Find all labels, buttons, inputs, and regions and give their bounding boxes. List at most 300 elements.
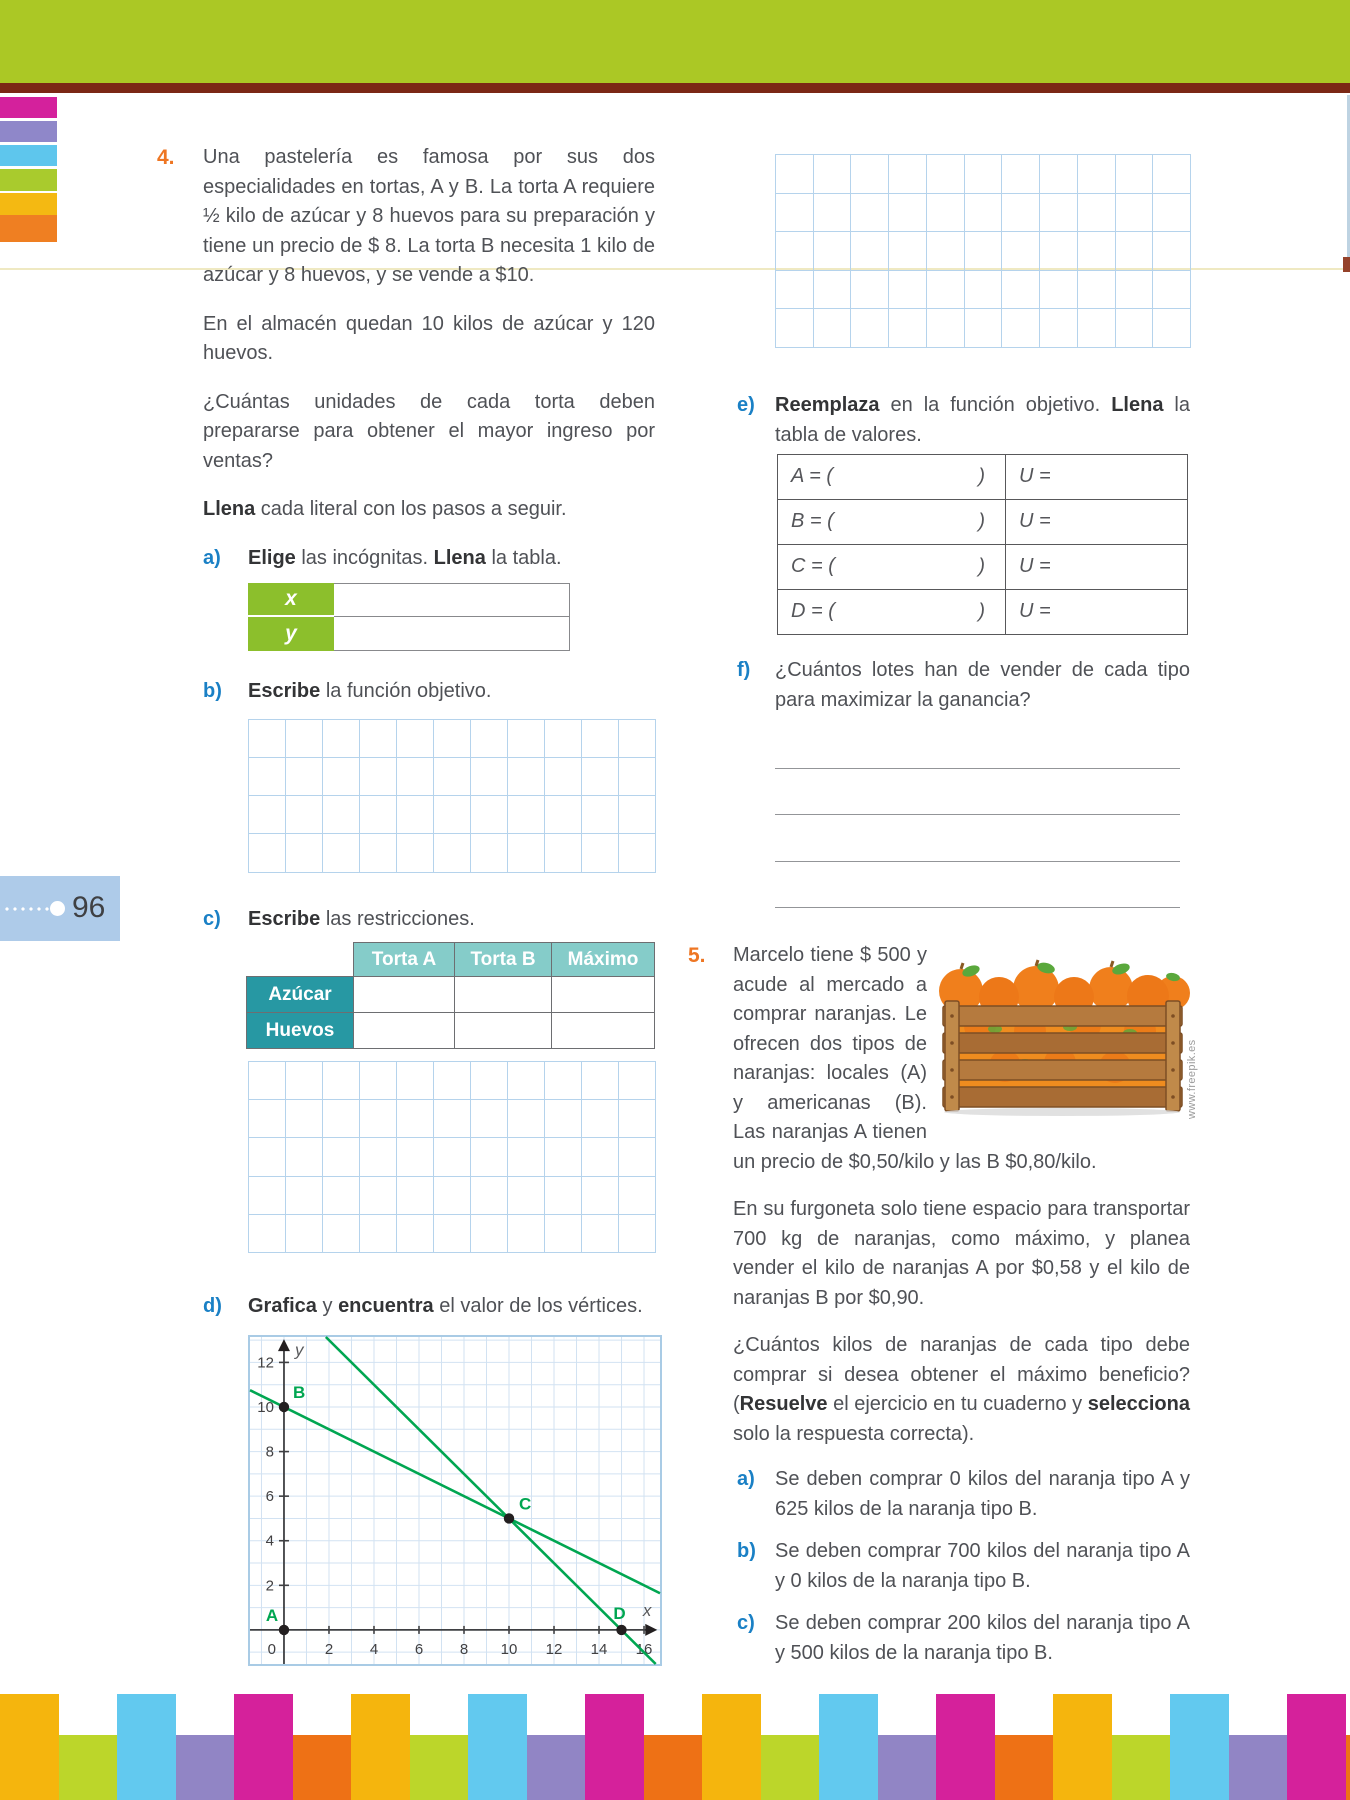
work-grid (248, 1061, 656, 1253)
svg-text:y: y (294, 1340, 304, 1360)
grid-cell (582, 1215, 619, 1253)
grid-cell (776, 232, 814, 271)
grid-cell (508, 1138, 545, 1176)
bottom-bar (1229, 1735, 1288, 1800)
bottom-bar (819, 1694, 878, 1800)
grid-cell (927, 194, 965, 233)
grid-cell (1002, 232, 1040, 271)
empty-corner-cell (247, 943, 354, 977)
svg-text:2: 2 (324, 1640, 334, 1658)
option-b-label: b) (737, 1540, 756, 1562)
grid-cell (471, 758, 508, 796)
grid-cell (434, 1215, 471, 1253)
grid-cell (851, 155, 889, 194)
item-e-text: Reemplaza en la función objetivo. Llena la tabla de valores. (775, 394, 1190, 446)
svg-text:0: 0 (267, 1640, 276, 1658)
table-row (247, 1013, 655, 1049)
grid-cell (851, 194, 889, 233)
grid-cell (471, 1062, 508, 1100)
grid-cell (776, 309, 814, 348)
paragraph: Llena cada literal con los pasos a seguir. (203, 498, 567, 520)
bottom-bar (1346, 1735, 1350, 1800)
option-a-label: a) (737, 1468, 755, 1490)
grid-cell (545, 1100, 582, 1138)
grid-cell (360, 1062, 397, 1100)
grid-cell (814, 271, 852, 310)
grid-cell (286, 1177, 323, 1215)
grid-cell (508, 1177, 545, 1215)
svg-text:C: C (519, 1493, 532, 1513)
utility-cell: U = (1006, 500, 1188, 545)
svg-text:10: 10 (500, 1640, 518, 1658)
grid-cell (545, 758, 582, 796)
svg-text:2: 2 (265, 1576, 274, 1594)
answer-lines (775, 722, 1180, 908)
blank-cell (552, 977, 655, 1013)
bottom-bar (1112, 1735, 1171, 1800)
svg-text:6: 6 (414, 1640, 424, 1658)
grid-cell (434, 1100, 471, 1138)
problem-5-text (733, 941, 1198, 1449)
svg-text:8: 8 (265, 1443, 274, 1461)
svg-text:6: 6 (265, 1487, 274, 1505)
bottom-bar (995, 1735, 1054, 1800)
grid-cell (545, 796, 582, 834)
grid-cell (889, 232, 927, 271)
vertex-cell: D = ( ) (778, 590, 1006, 635)
paragraph-with-image (733, 941, 1198, 1177)
grid-cell (286, 1215, 323, 1253)
option-a-text: Se deben comprar 0 kilos del naranja tipo A y 625 kilos de la naranja tipo B. (775, 1468, 1190, 1520)
grid-cell (434, 1062, 471, 1100)
grid-cell (1078, 194, 1116, 233)
item-f-text: ¿Cuántos lotes han de vender de cada tipo para maximizar la ganancia? (775, 659, 1190, 711)
item-f-label: f) (737, 659, 751, 681)
grid-cell (545, 1062, 582, 1100)
grid-cell (582, 1138, 619, 1176)
table-row (247, 977, 655, 1013)
grid-cell (471, 1215, 508, 1253)
grid-cell (434, 796, 471, 834)
grid-cell (397, 1100, 434, 1138)
blank-cell (354, 977, 455, 1013)
paragraph: ¿Cuántos kilos de naranjas de cada tipo debe comprar si desea obtener el máximo beneficio? (Resuelve el ejercicio en tu cuaderno y selecciona solo la respuesta correcta). (733, 1334, 1190, 1445)
svg-text:B: B (292, 1382, 306, 1402)
table-row (248, 617, 570, 651)
grid-cell (851, 271, 889, 310)
grid-cell (249, 758, 286, 796)
grid-cell (434, 720, 471, 758)
grid-cell (965, 194, 1003, 233)
row-header: Azúcar (247, 977, 354, 1013)
grid-cell (1078, 155, 1116, 194)
item-e (688, 391, 1190, 450)
grid-cell (1002, 155, 1040, 194)
grid-cell (1078, 309, 1116, 348)
grid-cell (582, 720, 619, 758)
grid-cell (619, 1215, 656, 1253)
grid-cell (249, 1100, 286, 1138)
grid-cell (965, 232, 1003, 271)
grid-cell (508, 796, 545, 834)
svg-text:12: 12 (545, 1640, 563, 1658)
page-number: 96 (72, 891, 106, 924)
grid-cell (471, 1138, 508, 1176)
bottom-bar (351, 1694, 410, 1800)
grid-cell (434, 1177, 471, 1215)
vertex-cell: C = ( ) (778, 545, 1006, 590)
paragraph: En su furgoneta solo tiene espacio para transportar 700 kg de naranjas, como máximo, y planea vender el kilo de naranjas A por $0,58 y el kilo de naranjas B por $0,90. (733, 1198, 1190, 1309)
problem-4 (157, 143, 655, 525)
grid-cell (1002, 194, 1040, 233)
grid-cell (1153, 194, 1191, 233)
grid-cell (360, 758, 397, 796)
orange-crate-image (935, 951, 1198, 1119)
vertex-cell: B = ( ) (778, 500, 1006, 545)
grid-cell (360, 1177, 397, 1215)
row-header-y: y (248, 617, 334, 651)
grid-cell (508, 1215, 545, 1253)
bottom-bar (644, 1735, 703, 1800)
bottom-bar (410, 1735, 469, 1800)
item-e-label: e) (737, 394, 755, 416)
bottom-bar (117, 1694, 176, 1800)
grid-cell (286, 1062, 323, 1100)
edge-tab (0, 193, 57, 215)
blank-cell (354, 1013, 455, 1049)
item-f (688, 656, 1190, 715)
option-c-text: Se deben comprar 200 kilos del naranja tipo A y 500 kilos de la naranja tipo B. (775, 1612, 1190, 1664)
grid-cell (360, 1215, 397, 1253)
grid-cell (582, 796, 619, 834)
item-d (157, 1292, 655, 1322)
problem-4-number: 4. (157, 146, 175, 169)
bottom-bar (527, 1735, 586, 1800)
grid-cell (286, 720, 323, 758)
grid-cell (471, 834, 508, 872)
objective-table-row (778, 500, 1188, 545)
bottom-bar (468, 1694, 527, 1800)
blank-cell (455, 977, 552, 1013)
edge-tab (0, 169, 57, 191)
grid-cell (619, 796, 656, 834)
edge-tab (0, 215, 57, 242)
grid-cell (619, 834, 656, 872)
grid-cell (814, 309, 852, 348)
bottom-bar (761, 1735, 820, 1800)
utility-cell: U = (1006, 455, 1188, 500)
svg-text:4: 4 (369, 1640, 379, 1658)
grid-cell (619, 1062, 656, 1100)
grid-cell (323, 1138, 360, 1176)
svg-text:D: D (613, 1603, 626, 1623)
paragraph: En el almacén quedan 10 kilos de azúcar y 120 huevos. (203, 312, 655, 364)
utility-cell: U = (1006, 590, 1188, 635)
grid-cell (619, 1177, 656, 1215)
grid-cell (471, 1177, 508, 1215)
item-a-text: Elige las incógnitas. Llena la tabla. (248, 546, 562, 569)
grid-cell (776, 271, 814, 310)
grid-cell (471, 720, 508, 758)
page-number-badge (0, 876, 120, 941)
grid-cell (397, 1215, 434, 1253)
problem-5-number: 5. (688, 944, 706, 967)
crate-shadow (944, 1108, 1180, 1116)
grid-cell (471, 796, 508, 834)
grid-cell (1153, 271, 1191, 310)
item-b-label: b) (203, 680, 222, 702)
grid-cell (323, 720, 360, 758)
blank-cell (334, 583, 570, 617)
grid-cell (965, 155, 1003, 194)
edge-tab (0, 145, 57, 166)
grid-cell (434, 758, 471, 796)
grid-cell (1078, 271, 1116, 310)
option-c-label: c) (737, 1612, 755, 1634)
grid-cell (323, 1100, 360, 1138)
grid-cell (434, 1138, 471, 1176)
grid-cell (397, 1177, 434, 1215)
grid-cell (582, 1177, 619, 1215)
grid-cell (582, 834, 619, 872)
grid-cell (249, 720, 286, 758)
row-header-x: x (248, 583, 334, 617)
work-grid (775, 154, 1191, 348)
grid-cell (582, 1062, 619, 1100)
work-grid (248, 719, 656, 873)
grid-cell (360, 1100, 397, 1138)
objective-table-row (778, 590, 1188, 635)
grid-cell (508, 720, 545, 758)
objective-values-table (777, 454, 1188, 635)
svg-text:16: 16 (635, 1640, 653, 1658)
grid-cell (397, 1062, 434, 1100)
grid-cell (1153, 232, 1191, 271)
row-header: Huevos (247, 1013, 354, 1049)
problem-5 (688, 941, 1198, 1449)
grid-cell (545, 834, 582, 872)
bottom-bar (1053, 1694, 1112, 1800)
right-column (688, 154, 1198, 1668)
blank-cell (455, 1013, 552, 1049)
grid-cell (286, 796, 323, 834)
grid-cell (471, 1100, 508, 1138)
grid-cell (814, 232, 852, 271)
grid-cell (619, 720, 656, 758)
grid-cell (545, 1177, 582, 1215)
bottom-bar (702, 1694, 761, 1800)
answer-line (775, 815, 1180, 862)
dotted-leader (3, 905, 49, 913)
grid-cell (360, 1138, 397, 1176)
grid-cell (249, 1215, 286, 1253)
grid-cell (1078, 232, 1116, 271)
bottom-bar (59, 1735, 118, 1800)
bottom-bar (176, 1735, 235, 1800)
svg-text:12: 12 (257, 1353, 274, 1371)
grid-cell (323, 1062, 360, 1100)
grid-cell (397, 720, 434, 758)
grid-cell (397, 1138, 434, 1176)
grid-cell (323, 1215, 360, 1253)
top-green-band (0, 0, 1350, 83)
paragraph: Una pastelería es famosa por sus dos especialidades en tortas, A y B. La torta A requiere ½ kilo de azúcar y 8 huevos para su preparación y tiene un precio de $ 8. La torta B necesita 1 kilo de azúcar y 8 huevos, y se vende a $10. (203, 146, 655, 286)
bottom-bar (1287, 1694, 1346, 1800)
grid-cell (776, 155, 814, 194)
grid-cell (582, 758, 619, 796)
edge-tab (0, 97, 57, 118)
grid-cell (1002, 309, 1040, 348)
table-header-row (247, 943, 655, 977)
answer-line (775, 722, 1180, 769)
bottom-bar (0, 1694, 59, 1800)
table-row (248, 583, 570, 617)
grid-cell (286, 1138, 323, 1176)
grid-cell (965, 271, 1003, 310)
orange-crate-illustration (935, 951, 1190, 1116)
maroon-stripe (0, 83, 1350, 93)
image-credit: www.freepik.es (1185, 1039, 1198, 1119)
edge-tab (0, 121, 57, 142)
grid-cell (1116, 232, 1154, 271)
svg-text:4: 4 (265, 1532, 274, 1550)
grid-cell (434, 834, 471, 872)
bottom-bar (936, 1694, 995, 1800)
grid-cell (360, 834, 397, 872)
item-c-label: c) (203, 907, 221, 930)
svg-text:A: A (265, 1605, 279, 1625)
grid-cell (927, 232, 965, 271)
grid-cell (889, 155, 927, 194)
grid-cell (1116, 155, 1154, 194)
grid-cell (582, 1100, 619, 1138)
svg-text:10: 10 (257, 1398, 274, 1416)
grid-cell (1040, 194, 1078, 233)
col-header: Torta B (455, 943, 552, 977)
grid-cell (286, 834, 323, 872)
answer-line (775, 769, 1180, 816)
grid-cell (1040, 309, 1078, 348)
grid-cell (965, 309, 1003, 348)
item-a (157, 544, 655, 574)
grid-cell (619, 758, 656, 796)
bottom-bar (585, 1694, 644, 1800)
grid-cell (508, 1100, 545, 1138)
problem-4-text (203, 143, 655, 525)
svg-text:8: 8 (459, 1640, 469, 1658)
grid-cell (814, 194, 852, 233)
grid-cell (508, 758, 545, 796)
grid-cell (927, 309, 965, 348)
col-header: Máximo (552, 943, 655, 977)
page-edge-red-tab (1343, 257, 1350, 272)
grid-cell (545, 1215, 582, 1253)
grid-cell (323, 834, 360, 872)
paragraph: ¿Cuántas unidades de cada torta deben prepararse para obtener el mayor ingreso por ventas? (203, 390, 655, 472)
grid-cell (397, 796, 434, 834)
grid-cell (397, 758, 434, 796)
option-a (688, 1465, 1190, 1524)
blank-cell (334, 617, 570, 651)
grid-cell (286, 1100, 323, 1138)
bottom-bar (1170, 1694, 1229, 1800)
grid-cell (249, 834, 286, 872)
grid-cell (397, 834, 434, 872)
item-b-text: Escribe la función objetivo. (248, 680, 492, 702)
grid-cell (927, 271, 965, 310)
grid-cell (286, 758, 323, 796)
col-header: Torta A (354, 943, 455, 977)
restrictions-table (246, 942, 655, 1049)
bottom-bar (878, 1735, 937, 1800)
svg-text:x: x (642, 1600, 652, 1620)
grid-cell (360, 796, 397, 834)
grid-cell (323, 796, 360, 834)
option-b (688, 1537, 1190, 1596)
grid-cell (508, 834, 545, 872)
vertex-cell: A = ( ) (778, 455, 1006, 500)
grid-cell (249, 1138, 286, 1176)
grid-cell (889, 271, 927, 310)
utility-cell: U = (1006, 545, 1188, 590)
option-b-text: Se deben comprar 700 kilos del naranja tipo A y 0 kilos de la naranja tipo B. (775, 1540, 1190, 1592)
grid-cell (1116, 271, 1154, 310)
grid-cell (323, 1177, 360, 1215)
item-c (157, 905, 655, 935)
grid-cell (249, 1177, 286, 1215)
grid-cell (360, 720, 397, 758)
grid-cell (1116, 309, 1154, 348)
grid-cell (1040, 155, 1078, 194)
grid-cell (508, 1062, 545, 1100)
grid-cell (619, 1100, 656, 1138)
objective-table-row (778, 545, 1188, 590)
item-d-text: Grafica y encuentra el valor de los vértices. (248, 1295, 643, 1317)
grid-cell (1040, 232, 1078, 271)
constraint-graph (248, 1335, 662, 1666)
grid-cell (545, 720, 582, 758)
grid-cell (1153, 155, 1191, 194)
answer-line (775, 862, 1180, 909)
svg-text:14: 14 (590, 1640, 608, 1658)
grid-cell (323, 758, 360, 796)
grid-cell (545, 1138, 582, 1176)
grid-cell (249, 1062, 286, 1100)
leader-dot (50, 901, 65, 916)
grid-cell (889, 309, 927, 348)
grid-cell (776, 194, 814, 233)
grid-cell (249, 796, 286, 834)
grid-cell (927, 155, 965, 194)
bottom-bar (293, 1735, 352, 1800)
paragraph: Marcelo tiene $ 500 y acude al mercado a comprar naranjas. Le ofrecen dos tipos de naranjas: locales (A) y americanas (B). Las naranjas A tienen un precio de $0,50/kilo y las B $0,80/kilo. (733, 944, 1097, 1173)
grid-cell (814, 155, 852, 194)
grid-cell (1153, 309, 1191, 348)
item-d-label: d) (203, 1295, 222, 1317)
blank-cell (552, 1013, 655, 1049)
grid-cell (851, 309, 889, 348)
item-b (157, 677, 655, 707)
constraint-graph-svg (250, 1337, 660, 1664)
bottom-bar (234, 1694, 293, 1800)
grid-cell (619, 1138, 656, 1176)
objective-table-row (778, 455, 1188, 500)
item-c-text: Escribe las restricciones. (248, 907, 475, 930)
grid-cell (889, 194, 927, 233)
grid-cell (1002, 271, 1040, 310)
unknowns-table (248, 583, 570, 651)
item-a-label: a) (203, 546, 221, 569)
